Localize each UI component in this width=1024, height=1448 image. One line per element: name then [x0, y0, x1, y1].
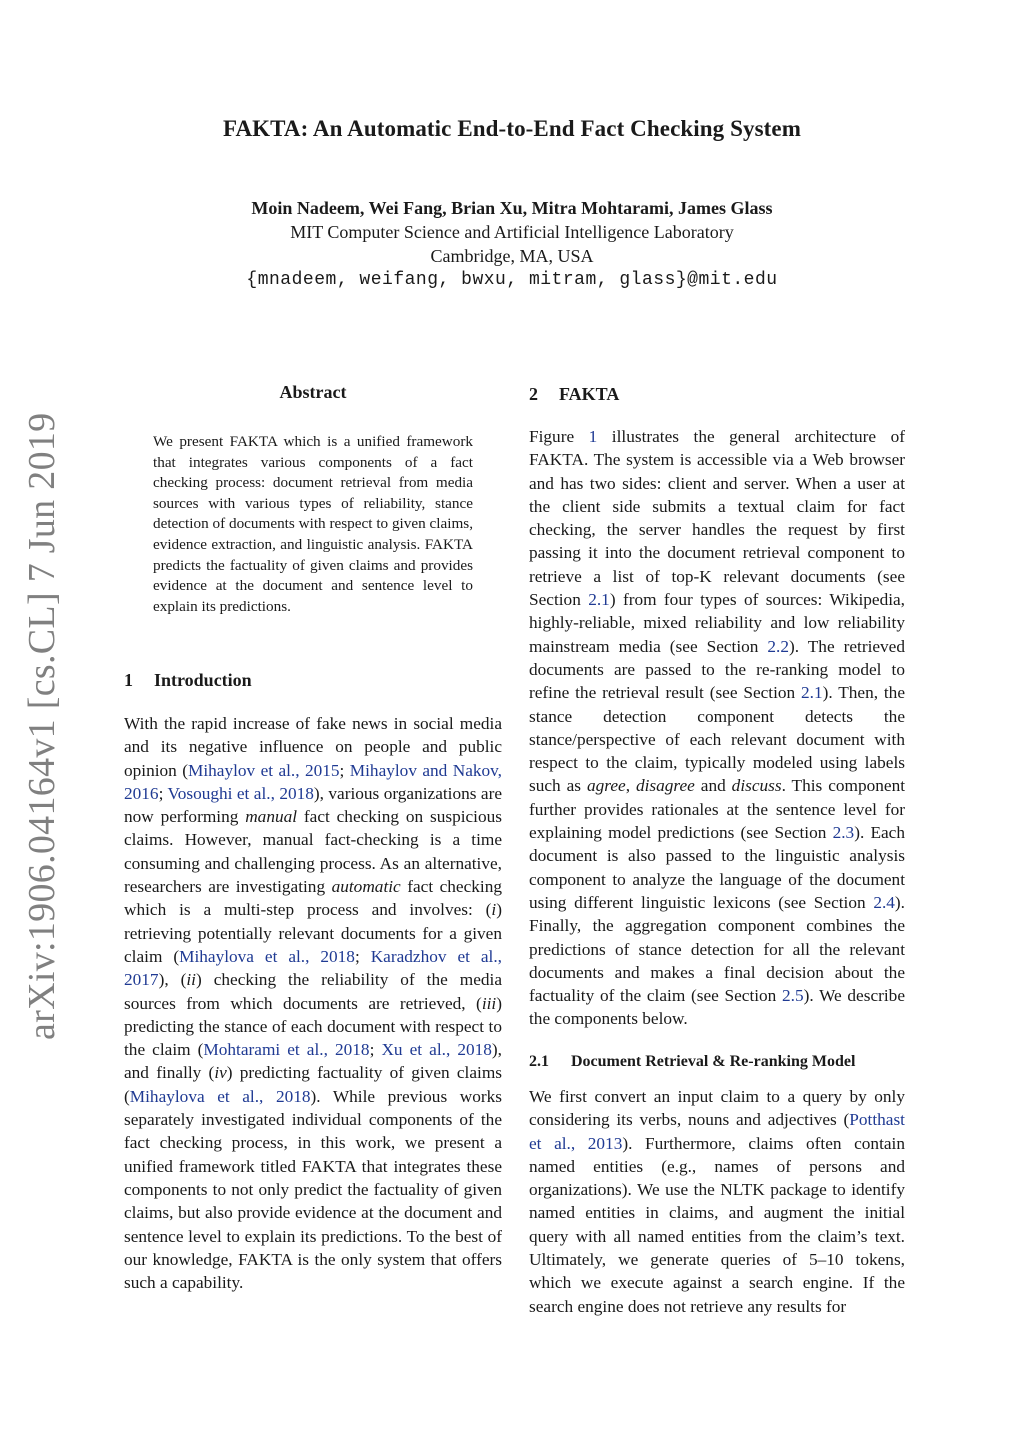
- paper-title: FAKTA: An Automatic End-to-End Fact Checking System: [223, 116, 801, 141]
- text-run: ;: [339, 760, 350, 780]
- section-ref-link[interactable]: 2.1: [588, 590, 610, 610]
- text-run: ). Each document is also passed to the linguistic analysis component to analyze the language of the document using different linguistic lexicons (see Section: [529, 823, 905, 912]
- text-run: ), various organizations are now performing: [124, 783, 502, 827]
- text-run: ). Finally, the aggregation component combines the predictions of stance detection for all the relevant documents and makes a final decision about the factuality of the claim (see Section: [529, 892, 905, 1006]
- text-run: illustrates the general architecture of FAKTA. The system is accessible via a Web browser and has two sides: client and server. When a user at the client side submits a textual claim for fact checking, the server handles the request by first passing it into the document retrieval component to retrieve a list of top-K relevant documents (see Section: [529, 427, 905, 610]
- citation-link[interactable]: Mihaylova et al., 2018: [129, 1086, 311, 1106]
- author-names: Moin Nadeem, Wei Fang, Brian Xu, Mitra Mohtarami, James Glass: [251, 198, 773, 218]
- emphasis: disagree: [635, 776, 695, 796]
- text-run: . This component further provides rationales at the sentence level for explaining model predictions (see Section: [529, 776, 906, 843]
- emphasis: discuss: [731, 776, 782, 796]
- subsection-number: 2.1: [529, 1053, 549, 1070]
- affiliation: MIT Computer Science and Artificial Intelligence Laboratory: [290, 222, 734, 242]
- section-number: 2: [529, 384, 538, 404]
- text-run: fact checking which is a multi-step process and involves: (: [124, 877, 502, 920]
- fakta-body: [529, 425, 905, 1031]
- fakta-paragraph: [529, 425, 905, 1031]
- citation-link[interactable]: Mihaylova et al., 2018: [179, 946, 355, 966]
- text-run: ). Furthermore, claims often contain named entities (e.g., names of persons and organizations). We use the NLTK package to identify named entities in claims, and augment the initial query with all named entities from the claim’s text. Ultimately, we generate queries of 5–10 tokens, which we execute against a search engine. If the search engine does not retrieve any results for: [529, 1133, 905, 1316]
- citation-link[interactable]: Xu et al., 2018: [381, 1040, 492, 1060]
- text-run: ). The retrieved documents are passed to the re-ranking model to refine the retrieval result (see Section: [529, 636, 905, 703]
- section-ref-link[interactable]: 2.2: [767, 636, 790, 656]
- text-run: ) predicting factuality of given claims (: [124, 1063, 502, 1106]
- author-emails: {mnadeem, weifang, bwxu, mitram, glass}@mit.edu: [246, 270, 778, 290]
- text-run: ) checking the reliability of the media sources from which documents are retrieved, (: [124, 970, 502, 1013]
- retrieval-body: [529, 1085, 905, 1318]
- citation-link[interactable]: Mihaylov et al., 2015: [187, 760, 340, 780]
- subsection-title: Document Retrieval & Re-ranking Model: [571, 1053, 856, 1070]
- citation-link[interactable]: Vosoughi et al., 2018: [167, 783, 314, 803]
- text-run: ;: [354, 946, 371, 966]
- section-title: Introduction: [154, 670, 252, 690]
- text-run: fact checking on suspicious claims. However, manual fact-checking is a time consuming and challenging process. As an alternative, researchers are investigating: [124, 807, 502, 897]
- text-run: ) from four types of sources: Wikipedia, highly-reliable, mixed reliability and low reliability mainstream media (see Section: [529, 590, 906, 656]
- section-ref-link[interactable]: 2.1: [801, 683, 823, 703]
- subsection-heading-retrieval: [529, 1053, 855, 1071]
- section-ref-link[interactable]: 2.3: [832, 823, 855, 843]
- text-run: ). Then, the stance detection component detects the stance/perspective of each relevant document with respect to the claim, typically modeled using labels such as: [529, 683, 905, 796]
- emphasis: manual: [245, 807, 298, 827]
- introduction-paragraph: [124, 712, 502, 1294]
- author-block: [0, 196, 1024, 292]
- text-run: ) predicting the stance of each document with respect to the claim (: [124, 993, 502, 1060]
- text-run: ). While previous works separately investigated individual components of the fact checking process, in this work, we present a unified framework titled FAKTA that integrates these components to not only predict the factuality of given claims, but also provide evidence at the document and sentence level to explain its predictions. To the best of our knowledge, FAKTA is the only system that offers such a capability.: [124, 1086, 502, 1293]
- citation-link[interactable]: Mihaylov and Nakov, 2016: [124, 760, 502, 803]
- section-number: 1: [124, 670, 133, 690]
- citation-link[interactable]: Mohtarami et al., 2018: [203, 1040, 370, 1060]
- enumerator: i: [491, 900, 497, 920]
- text-run: and: [694, 776, 732, 796]
- abstract-heading: Abstract: [279, 382, 347, 402]
- text-run: ) retrieving potentially relevant documents for a given claim (: [124, 900, 502, 966]
- emphasis: automatic: [331, 877, 401, 897]
- section-ref-link[interactable]: 2.5: [782, 986, 804, 1006]
- text-run: We first convert an input claim to a query by only considering its verbs, nouns and adjectives (: [529, 1087, 905, 1130]
- section-heading-introduction: [124, 670, 252, 691]
- text-run: ;: [369, 1040, 382, 1060]
- text-run: ). We describe the components below.: [529, 986, 905, 1029]
- section-heading-fakta: [529, 384, 619, 405]
- emphasis: agree: [586, 776, 626, 796]
- section-ref-link[interactable]: 2.4: [873, 892, 895, 912]
- text-run: With the rapid increase of fake news in social media and its negative influence on people and public opinion (: [124, 714, 502, 780]
- citation-link[interactable]: Karadzhov et al., 2017: [124, 946, 502, 990]
- enumerator: ii: [186, 970, 196, 990]
- abstract-text: We present FAKTA which is a unified framework that integrates various components of a fact checking process: document retrieval from media sources with various types of reliability, stance detection of documents with respect to given claims, evidence extraction, and linguistic analysis. FAKTA predicts the factuality of given claims and provides evidence at the document and sentence level to explain its predictions.: [153, 433, 473, 615]
- figure-ref-link[interactable]: 1: [588, 427, 598, 446]
- text-run: ), (: [158, 970, 187, 990]
- arxiv-stamp: arXiv:1906.04164v1 [cs.CL] 7 Jun 2019: [21, 412, 63, 1040]
- enumerator: iv: [214, 1063, 227, 1083]
- text-run: Figure: [529, 427, 589, 446]
- text-run: ;: [158, 783, 168, 803]
- text-run: ), and finally (: [124, 1040, 502, 1083]
- enumerator: iii: [481, 993, 497, 1013]
- citation-link[interactable]: Potthast et al., 2013: [529, 1110, 905, 1153]
- text-run: ,: [625, 776, 636, 796]
- location: Cambridge, MA, USA: [430, 246, 594, 266]
- retrieval-paragraph: [529, 1085, 905, 1318]
- introduction-body: [124, 712, 502, 1294]
- section-title: FAKTA: [559, 384, 620, 404]
